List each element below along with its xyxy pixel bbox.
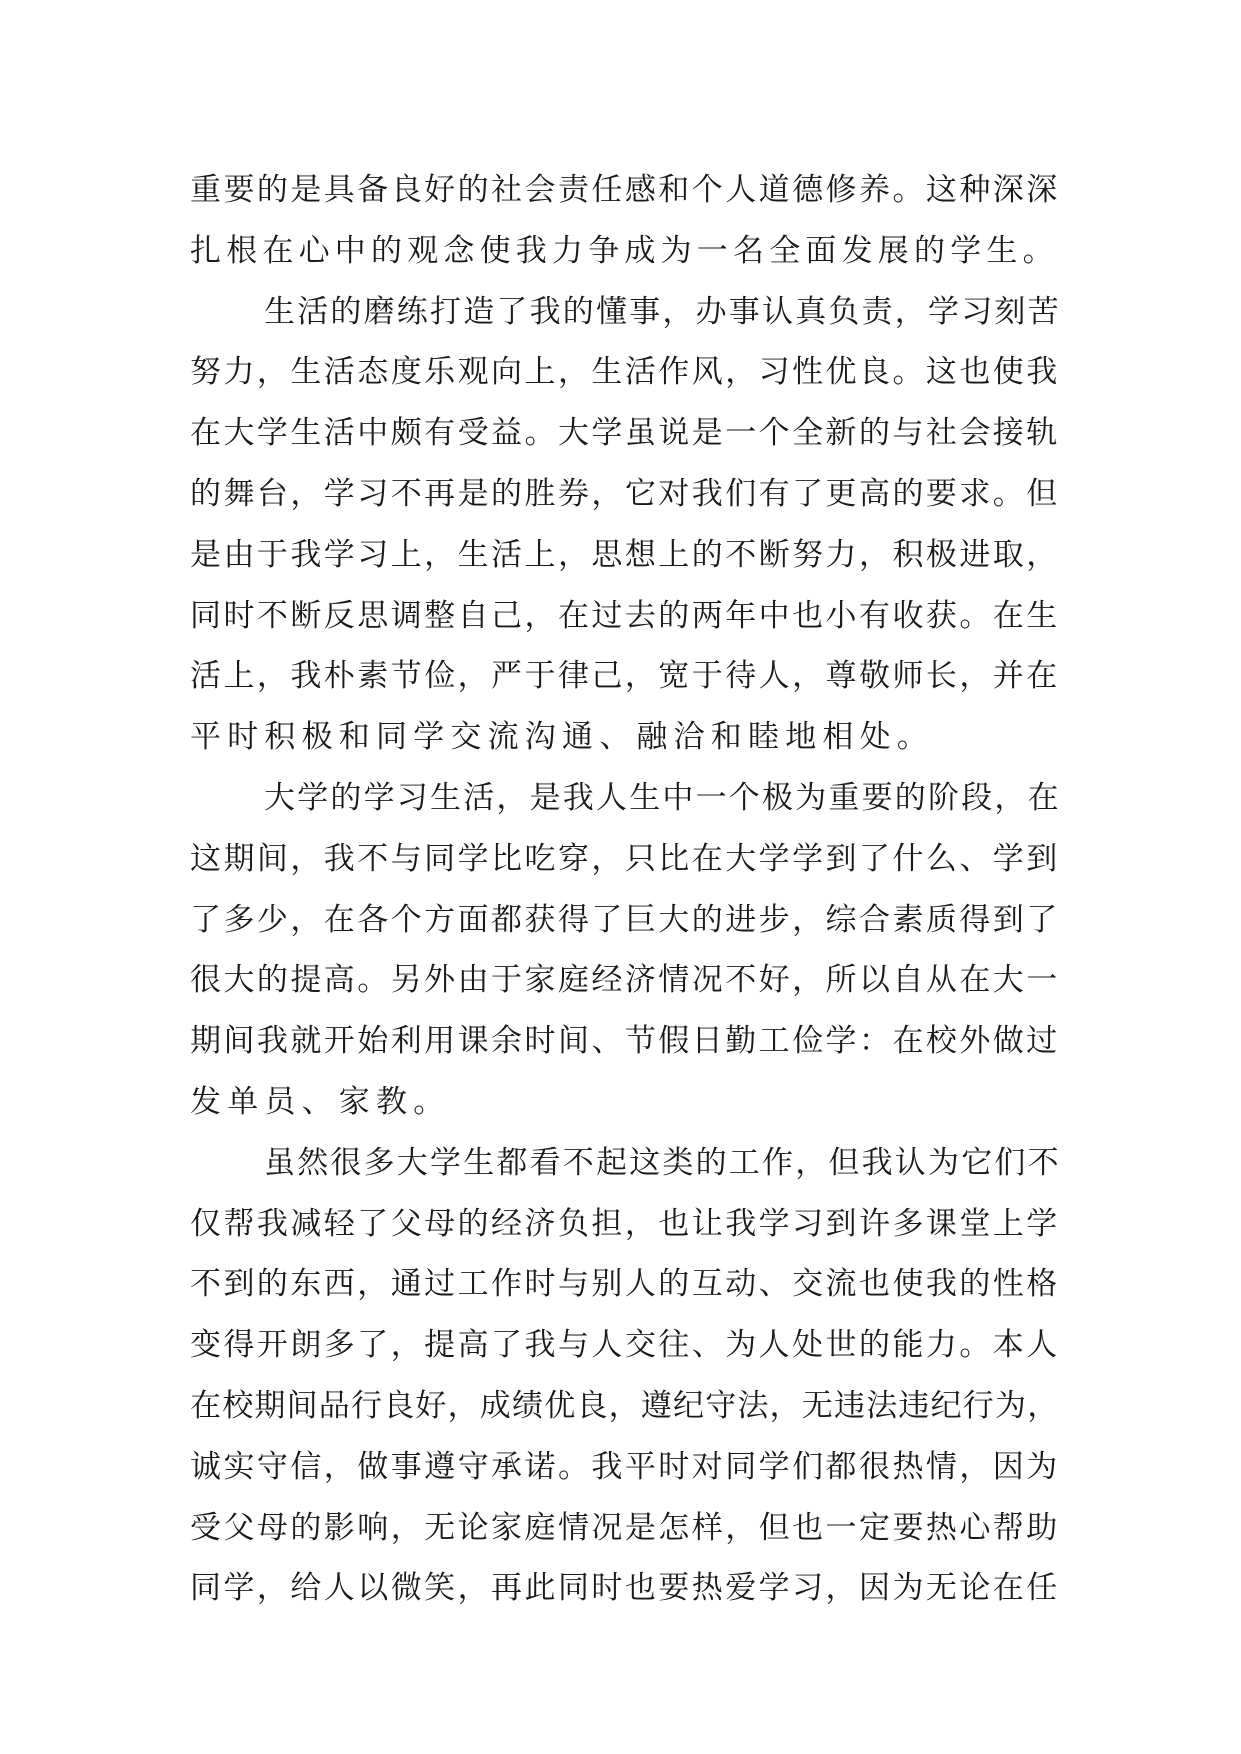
document-body-text: [190, 160, 1060, 1619]
text-line: 活上，我朴素节俭，严于律己，宽于待人，尊敬师长，并在: [190, 658, 1060, 695]
text-line: 这期间，我不与同学比吃穿，只比在大学学到了什么、学到: [190, 840, 1060, 877]
paragraph-start-line: 虽然很多大学生都看不起这类的工作，但我认为它们不: [264, 1144, 1061, 1181]
text-line: 仅帮我减轻了父母的经济负担，也让我学习到许多课堂上学: [190, 1205, 1060, 1242]
text-line: 同时不断反思调整自己，在过去的两年中也小有收获。在生: [190, 597, 1060, 634]
paragraph-start-line: 大学的学习生活，是我人生中一个极为重要的阶段，在: [264, 779, 1061, 816]
text-line: 重要的是具备良好的社会责任感和个人道德修养。这种深深: [190, 172, 1060, 208]
text-line: 期间我就开始利用课余时间、节假日勤工俭学：在校外做过: [190, 1023, 1060, 1060]
text-line: 在校期间品行良好，成绩优良，遵纪守法，无违法违纪行为，: [190, 1387, 1060, 1424]
text-line: 受父母的影响，无论家庭情况是怎样，但也一定要热心帮助: [190, 1509, 1060, 1546]
paragraph-start-line: 生活的磨练打造了我的懂事，办事认真负责，学习刻苦: [264, 293, 1061, 330]
text-line: 诚实守信，做事遵守承诺。我平时对同学们都很热情，因为: [190, 1448, 1060, 1485]
text-line: 扎根在心中的观念使我力争成为一名全面发展的学生。: [190, 232, 1059, 269]
text-line: 变得开朗多了，提高了我与人交往、为人处世的能力。本人: [190, 1327, 1060, 1364]
text-line: 不到的东西，通过工作时与别人的互动、交流也使我的性格: [190, 1266, 1060, 1303]
text-line: 同学，给人以微笑，再此同时也要热爱学习，因为无论在任: [190, 1570, 1060, 1607]
text-line: 在大学生活中颇有受益。大学虽说是一个全新的与社会接轨: [190, 415, 1060, 452]
text-line: 了多少，在各个方面都获得了巨大的进步，综合素质得到了: [190, 901, 1060, 938]
text-line: 很大的提高。另外由于家庭经济情况不好，所以自从在大一: [190, 962, 1060, 999]
text-line: 努力，生活态度乐观向上，生活作风，习性优良。这也使我: [190, 354, 1060, 391]
text-line: 发单员、家教。: [190, 1083, 451, 1120]
text-line: 的舞台，学习不再是的胜券，它对我们有了更高的要求。但: [190, 475, 1060, 512]
text-line: 是由于我学习上，生活上，思想上的不断努力，积极进取，: [190, 536, 1060, 573]
text-line: 平时积极和同学交流沟通、融洽和睦地相处。: [190, 719, 934, 756]
